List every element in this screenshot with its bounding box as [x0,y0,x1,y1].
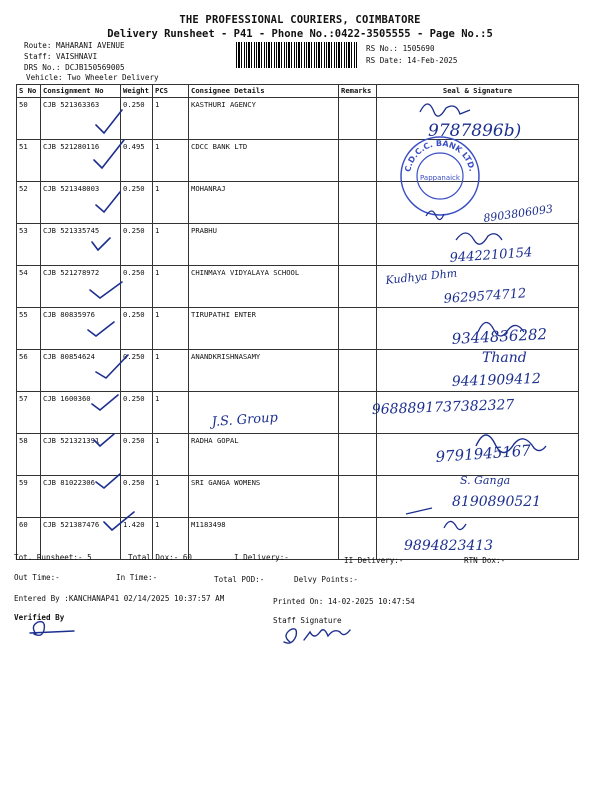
printed-on: Printed On: 14-02-2025 10:47:54 [273,597,415,606]
consignee-cell: M1183498 [189,518,339,560]
consignment-cell: CJB 80835976 [41,308,121,350]
table-header-row [17,85,579,98]
table-row [17,434,579,476]
handwriting-r54: 9629574712 [443,286,527,307]
table-row [17,308,579,350]
runsheet-subtitle: Delivery Runsheet - P41 - Phone No.:0422-3505555 - Page No.:5 [107,28,493,40]
remarks-cell [339,518,377,560]
handwriting-r59: 8190890521 [452,494,542,510]
handwriting-r60: 9894823413 [404,538,494,554]
consignee-cell: ANANDKRISHNASAMY [189,350,339,392]
consignee-cell: MOHANRAJ [189,182,339,224]
barcode [236,42,358,68]
consignee-cell: CDCC BANK LTD [189,140,339,182]
rs-number: RS No.: 1505690 [366,44,435,53]
sno-cell: 60 [17,518,41,560]
consignee-cell: CHINMAYA VIDYALAYA SCHOOL [189,266,339,308]
col-pcs: PCS [153,85,189,98]
drs-number: DRS No.: DCJB150569005 [24,63,125,72]
handwriting-r57: 9688891737382327 [371,397,515,418]
sno-cell: 55 [17,308,41,350]
consignment-cell: CJB 1600360 [41,392,121,434]
sno-cell: 57 [17,392,41,434]
rs-date: RS Date: 14-Feb-2025 [366,56,458,65]
sno-cell: 54 [17,266,41,308]
seal-cell [377,350,579,392]
table-row [17,182,579,224]
col-sno: S No [17,85,41,98]
pcs-cell: 1 [153,434,189,476]
handwriting-r58-name: J.S. Group [211,410,279,430]
remarks-cell [339,392,377,434]
weight-cell: 0.250 [121,224,153,266]
pcs-cell: 1 [153,308,189,350]
staff-signature-label: Staff Signature [273,616,342,625]
weight-cell: 0.250 [121,308,153,350]
table-row [17,350,579,392]
handwriting-r56: 9441909412 [451,370,542,390]
seal-cell [377,434,579,476]
consignment-cell: CJB 521280116 [41,140,121,182]
consignment-cell: CJB 521387476 [41,518,121,560]
i-delivery: I Delivery:- [234,553,289,562]
verified-by: Verified By [14,613,65,622]
consignment-cell: CJB 521321391 [41,434,121,476]
handwriting-r54-name: Kudhya Dhm [384,266,458,287]
seal-cell [377,182,579,224]
seal-cell [377,518,579,560]
delvy-points: Delvy Points:- [294,575,359,584]
stamp-text: C.D.C.C. BANK LTD. [403,138,477,173]
pcs-cell: 1 [153,98,189,140]
staff-label: Staff: VAISHNAVI [24,52,98,61]
weight-cell: 0.250 [121,392,153,434]
weight-cell: 0.250 [121,98,153,140]
remarks-cell [339,350,377,392]
weight-cell: 0.250 [121,476,153,518]
out-time: Out Time:- [14,573,60,582]
consignment-cell: CJB 521278972 [41,266,121,308]
consignment-cell: CJB 521348003 [41,182,121,224]
sno-cell: 51 [17,140,41,182]
remarks-cell [339,434,377,476]
footer-signatures [0,600,600,670]
pcs-cell: 1 [153,350,189,392]
pcs-cell: 1 [153,182,189,224]
pcs-cell: 1 [153,476,189,518]
ii-delivery: II Delivery:- [344,556,404,565]
table-row [17,392,579,434]
sno-cell: 56 [17,350,41,392]
sno-cell: 59 [17,476,41,518]
table-row [17,140,579,182]
in-time: In Time:- [116,573,158,582]
col-consignment: Consignment No [41,85,121,98]
col-remarks: Remarks [339,85,377,98]
seal-cell [377,476,579,518]
seal-cell [377,266,579,308]
remarks-cell [339,98,377,140]
verifier-signature [30,622,74,636]
table-row [17,518,579,560]
route-label: Route: MAHARANI AVENUE [24,41,125,50]
weight-cell: 0.250 [121,266,153,308]
total-pod: Total POD:- [214,575,265,584]
table-row [17,476,579,518]
sno-cell: 52 [17,182,41,224]
table-row [17,98,579,140]
pcs-cell: 1 [153,224,189,266]
col-consignee: Consignee Details [189,85,339,98]
vehicle-label: Vehicle: Two Wheeler Delivery [26,73,159,82]
sno-cell: 58 [17,434,41,476]
consignee-cell: RADHA GOPAL [189,434,339,476]
stamp-inner-text: Pappanaick [420,174,460,182]
consignment-cell: CJB 521335745 [41,224,121,266]
remarks-cell [339,140,377,182]
consignee-cell [189,392,339,434]
pcs-cell: 1 [153,140,189,182]
consignment-cell: CJB 521363363 [41,98,121,140]
remarks-cell [339,182,377,224]
pcs-cell: 1 [153,518,189,560]
col-seal: Seal & Signature [377,85,579,98]
seal-cell [377,140,579,182]
consignment-cell: CJB 81022306 [41,476,121,518]
pcs-cell: 1 [153,392,189,434]
weight-cell: 0.250 [121,434,153,476]
total-dox: Total Dox:- 60 [128,553,193,562]
seal-cell [377,392,579,434]
table-row [17,266,579,308]
runsheet-table [16,84,579,560]
remarks-cell [339,308,377,350]
consignee-cell: TIRUPATHI ENTER [189,308,339,350]
remarks-cell [339,224,377,266]
handwriting-r53: 9442210154 [449,245,533,266]
handwriting-r58: 9791945167 [435,441,532,466]
remarks-cell [339,266,377,308]
handwriting-r55: 9344836282 [451,325,548,348]
remarks-cell [339,476,377,518]
handwriting-r50: 9787896b) [428,121,522,141]
consignee-cell: PRABHU [189,224,339,266]
seal-cell [377,224,579,266]
seal-cell [377,308,579,350]
handwriting-r59-name: S. Ganga [460,474,511,487]
pcs-cell: 1 [153,266,189,308]
weight-cell: 0.495 [121,140,153,182]
consignee-cell: SRI GANGA WOMENS [189,476,339,518]
entered-by: Entered By :KANCHANAP41 02/14/2025 10:37:57 AM [14,594,225,603]
weight-cell: 0.250 [121,182,153,224]
table-row [17,224,579,266]
staff-signature [284,629,350,643]
rtn-dox: RTN Dox:- [464,556,506,565]
handwriting-r56-name: Thand [482,350,527,366]
col-weight: Weight [121,85,153,98]
tot-runsheet: Tot. Runsheet:- 5 [14,553,92,562]
consignee-cell: KASTHURI AGENCY [189,98,339,140]
weight-cell: 0.250 [121,350,153,392]
document-title: THE PROFESSIONAL COURIERS, COIMBATORE [179,14,421,26]
consignment-cell: CJB 80854624 [41,350,121,392]
seal-cell [377,98,579,140]
weight-cell: 1.420 [121,518,153,560]
sno-cell: 53 [17,224,41,266]
sno-cell: 50 [17,98,41,140]
handwriting-r52: 8903806093 [482,202,554,225]
